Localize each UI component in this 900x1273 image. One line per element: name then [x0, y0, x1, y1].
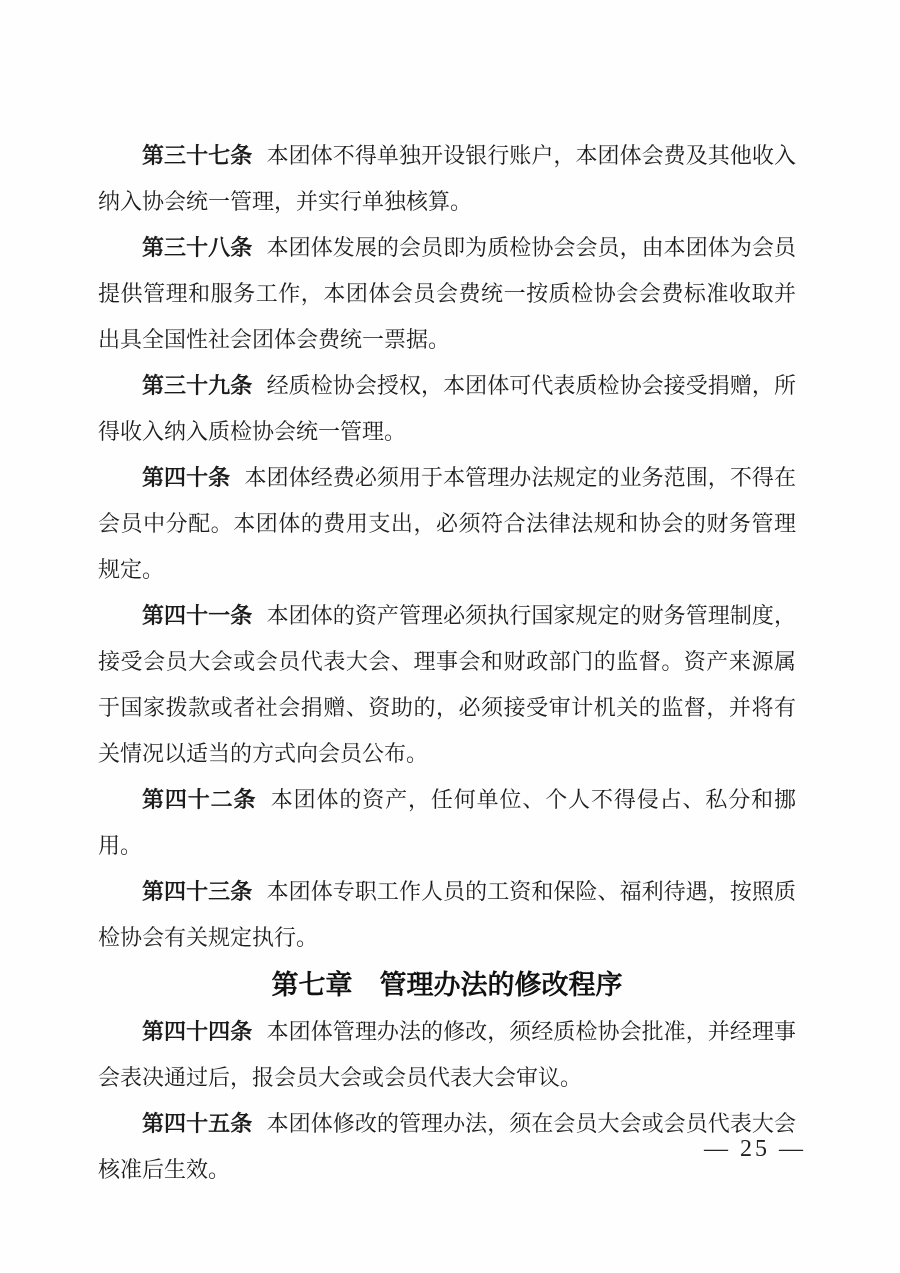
article-number: 第四十一条 [142, 603, 253, 628]
article-text: 本团体管理办法的修改，须经质检协会批准，并经理事会表决通过后，报会员大会或会员代表大会审议。 [98, 1019, 796, 1090]
article-paragraph-38 [98, 225, 796, 363]
article-paragraph-42 [98, 777, 796, 869]
article-paragraph-45 [98, 1101, 796, 1193]
article-number: 第三十九条 [142, 373, 253, 398]
article-text: 本团体发展的会员即为质检协会会员，由本团体为会员提供管理和服务工作，本团体会员会费统一按质检协会会费标准收取并出具全国性社会团体会费统一票据。 [98, 235, 796, 352]
article-number: 第四十五条 [142, 1111, 253, 1136]
article-paragraph-41 [98, 593, 796, 777]
article-number: 第四十三条 [142, 879, 253, 904]
article-text: 经质检协会授权，本团体可代表质检协会接受捐赠，所得收入纳入质检协会统一管理。 [98, 373, 796, 444]
article-number: 第四十条 [142, 465, 231, 490]
article-text: 本团体的资产，任何单位、个人不得侵占、私分和挪用。 [98, 787, 796, 858]
article-paragraph-39 [98, 363, 796, 455]
article-number: 第四十四条 [142, 1019, 253, 1044]
article-paragraph-44 [98, 1009, 796, 1101]
article-text: 本团体专职工作人员的工资和保险、福利待遇，按照质检协会有关规定执行。 [98, 879, 796, 950]
article-text: 本团体修改的管理办法，须在会员大会或会员代表大会核准后生效。 [98, 1111, 796, 1182]
article-paragraph-43 [98, 869, 796, 961]
article-number: 第四十二条 [142, 787, 257, 812]
article-number: 第三十八条 [142, 235, 253, 260]
article-text: 本团体的资产管理必须执行国家规定的财务管理制度，接受会员大会或会员代表大会、理事会和财政部门的监督。资产来源属于国家拨款或者社会捐赠、资助的，必须接受审计机关的监督，并将有关情况以适当的方式向会员公布。 [98, 603, 796, 766]
chapter-heading: 第七章 管理办法的修改程序 [271, 970, 623, 1000]
page-number: — 25 — [704, 1136, 806, 1162]
article-paragraph-40 [98, 455, 796, 593]
article-text: 本团体不得单独开设银行账户，本团体会费及其他收入纳入协会统一管理，并实行单独核算。 [98, 143, 796, 214]
article-paragraph-37 [98, 133, 796, 225]
article-text: 本团体经费必须用于本管理办法规定的业务范围，不得在会员中分配。本团体的费用支出，必须符合法律法规和协会的财务管理规定。 [98, 465, 796, 582]
article-number: 第三十七条 [142, 143, 253, 168]
